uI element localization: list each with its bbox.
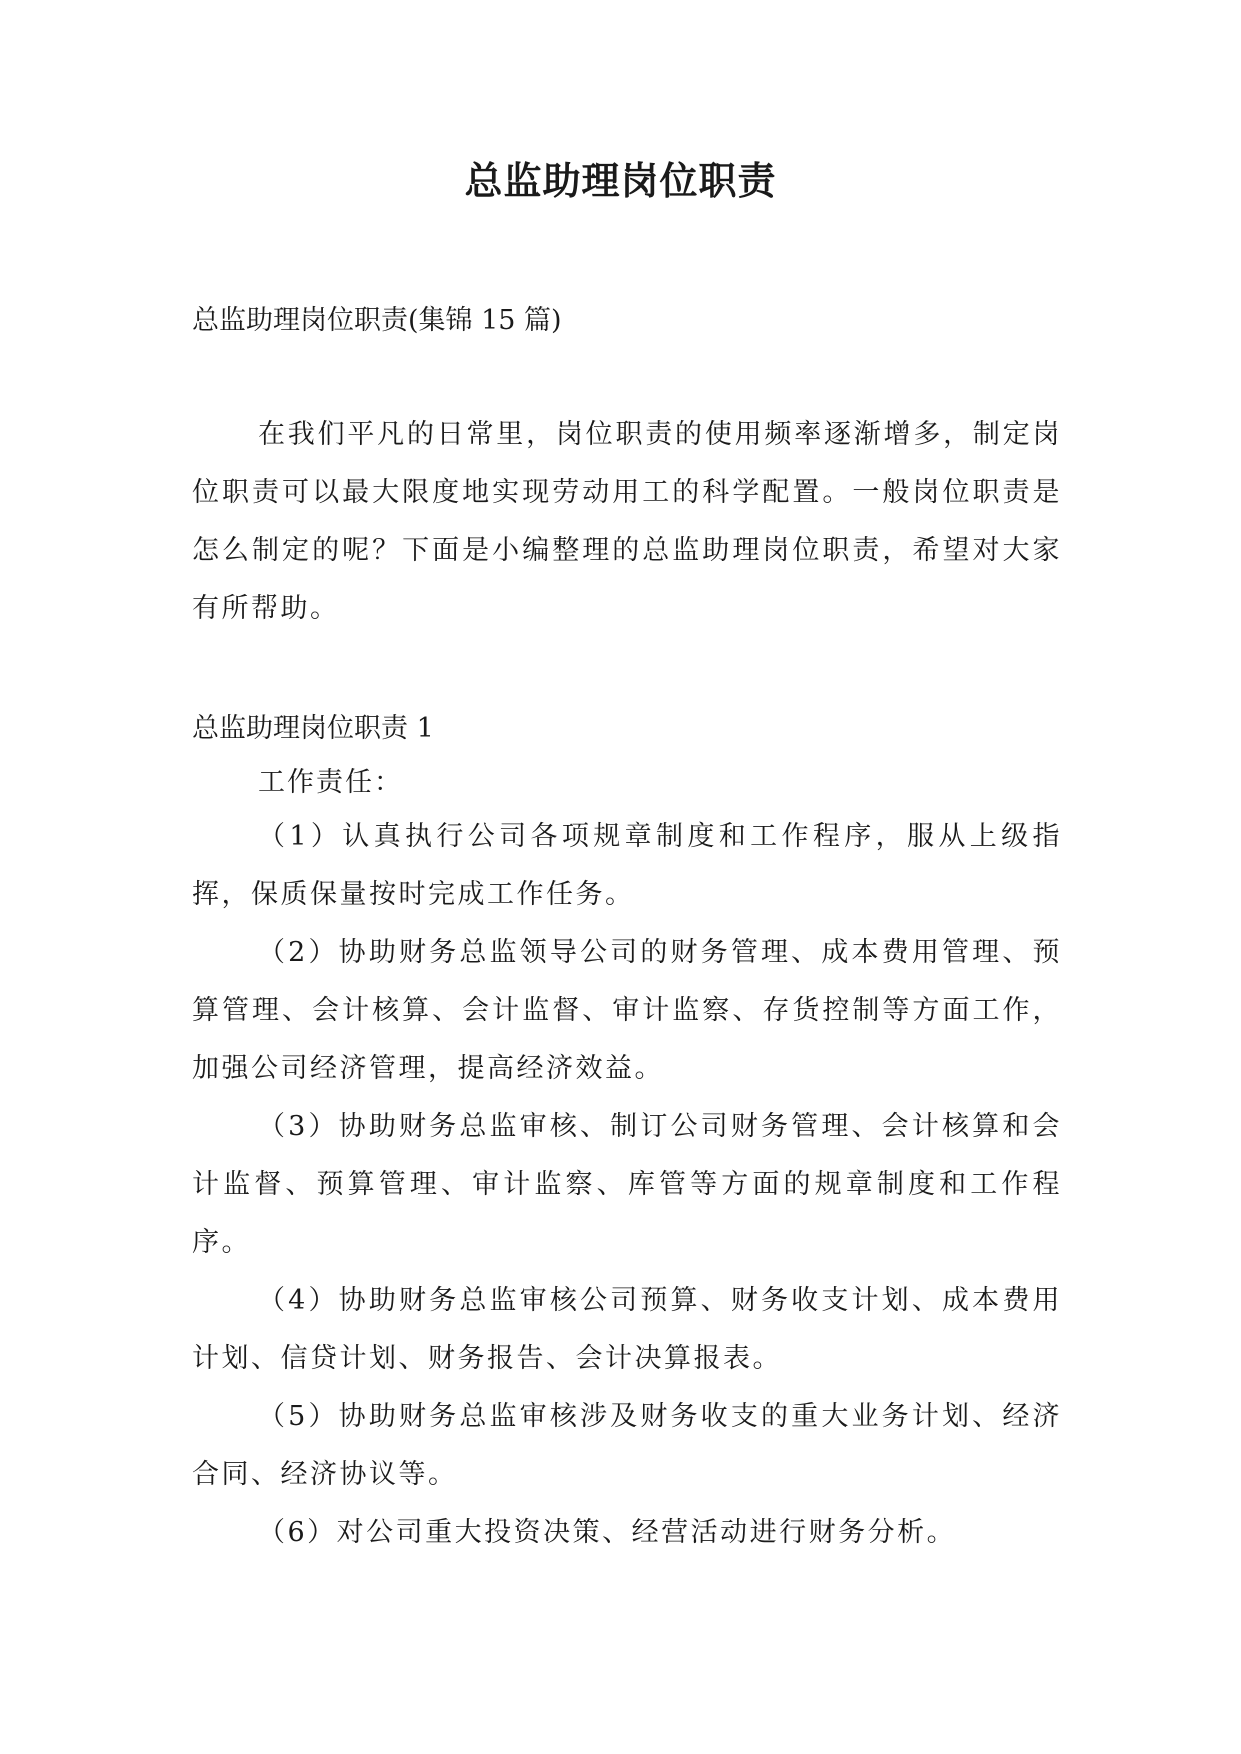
document-title: 总监助理岗位职责 xyxy=(464,158,777,203)
responsibility-item-5: （5）协助财务总监审核涉及财务收支的重大业务计划、经济合同、经济协议等。 xyxy=(192,1401,1062,1490)
intro-paragraph: 在我们平凡的日常里，岗位职责的使用频率逐渐增多，制定岗位职责可以最大限度地实现劳动用工的科学配置。一般岗位职责是怎么制定的呢？下面是小编整理的总监助理岗位职责，希望对大家有所帮助。 xyxy=(192,419,1062,624)
responsibility-item-4: （4）协助财务总监审核公司预算、财务收支计划、成本费用计划、信贷计划、财务报告、会计决算报表。 xyxy=(192,1285,1062,1374)
responsibility-item-3: （3）协助财务总监审核、制订公司财务管理、会计核算和会计监督、预算管理、审计监察、库管等方面的规章制度和工作程序。 xyxy=(192,1111,1062,1258)
section-heading: 总监助理岗位职责 1 xyxy=(192,713,434,744)
responsibility-item-1: （1）认真执行公司各项规章制度和工作程序，服从上级指挥，保质保量按时完成工作任务。 xyxy=(192,821,1062,910)
responsibility-item-6: （6）对公司重大投资决策、经营活动进行财务分析。 xyxy=(258,1517,957,1548)
document-subtitle: 总监助理岗位职责(集锦 15 篇) xyxy=(192,305,562,336)
responsibility-item-2: （2）协助财务总监领导公司的财务管理、成本费用管理、预算管理、会计核算、会计监督、审计监察、存货控制等方面工作，加强公司经济管理，提高经济效益。 xyxy=(192,937,1062,1084)
responsibility-label: 工作责任： xyxy=(258,767,403,798)
